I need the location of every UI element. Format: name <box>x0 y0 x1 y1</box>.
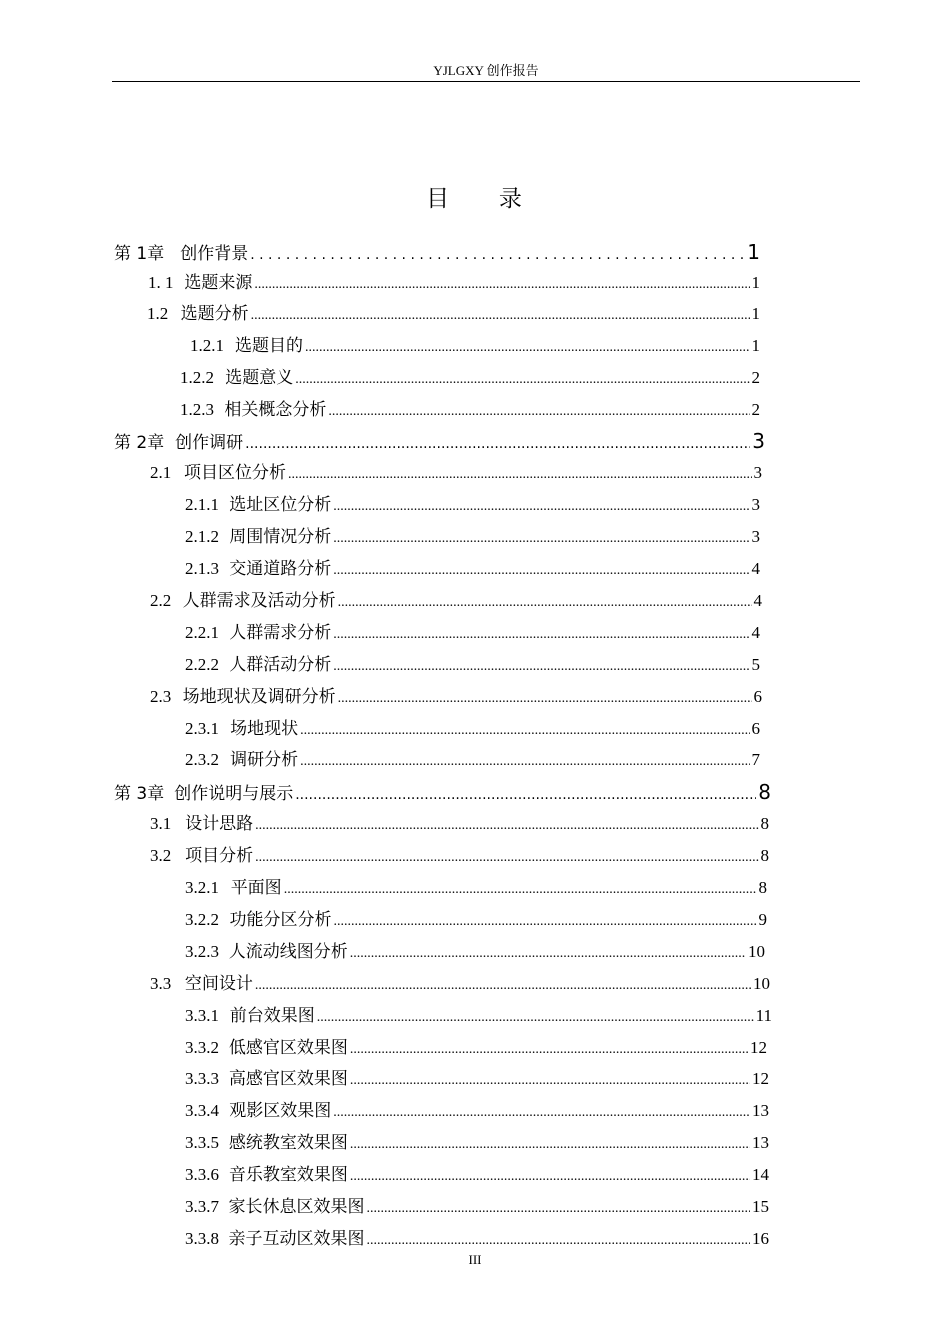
toc-entry-number: 3.3.2 <box>185 1038 219 1057</box>
page-number: III <box>468 1252 482 1267</box>
toc-dot-leader <box>305 337 750 359</box>
toc-entry-page: 9 <box>758 910 767 929</box>
toc-entry[interactable] <box>185 1100 769 1122</box>
toc-entry-page: 2 <box>751 400 760 419</box>
toc-entry-number: 2.1.2 <box>185 527 219 546</box>
toc-entry[interactable] <box>185 1132 769 1154</box>
toc-entry-number: 1.2.3 <box>180 400 214 419</box>
toc-entry-number: 3.3.5 <box>185 1133 219 1152</box>
toc-entry[interactable] <box>190 335 760 357</box>
toc-entry-label: 人群活动分析 <box>229 655 332 674</box>
toc-dot-leader <box>255 815 758 837</box>
toc-dot-leader <box>254 274 749 296</box>
toc-entry-label: 创作背景 <box>180 244 249 264</box>
toc-entry-number: 2.1.1 <box>185 495 219 514</box>
toc-entry-page: 7 <box>751 750 760 769</box>
toc-entry-label: 选题分析 <box>180 304 249 323</box>
toc-entry-page: 10 <box>748 942 765 961</box>
toc-entry[interactable] <box>185 526 760 548</box>
toc-entry-label: 选址区位分析 <box>229 495 332 514</box>
toc-entry-number: 2.3.2 <box>185 750 219 769</box>
toc-entry-number: 3.1 <box>150 814 172 833</box>
toc-entry-page: 1 <box>751 304 760 323</box>
toc-entry-page: 14 <box>752 1165 769 1184</box>
toc-entry-page: 6 <box>751 719 760 738</box>
toc-dot-leader <box>295 369 749 391</box>
toc-entry-label: 前台效果图 <box>229 1006 315 1025</box>
toc-entry-page: 3 <box>751 527 760 546</box>
toc-entry[interactable] <box>185 654 760 676</box>
toc-entry-label: 空间设计 <box>184 974 253 993</box>
toc-entry-label: 选题来源 <box>184 273 253 292</box>
toc-entry[interactable] <box>185 909 767 931</box>
toc-dot-leader <box>350 1134 750 1156</box>
toc-entry[interactable] <box>185 749 760 771</box>
toc-entry-label: 创作说明与展示 <box>174 784 294 804</box>
toc-dot-leader <box>333 656 749 678</box>
toc-entry-label: 调研分析 <box>230 750 299 769</box>
toc-entry-number: 3.2.1 <box>185 878 219 897</box>
toc-dot-leader <box>251 305 750 327</box>
toc-dot-leader <box>333 560 749 582</box>
toc-dot-leader <box>288 464 752 486</box>
toc-dot-leader <box>333 496 749 518</box>
toc-entry[interactable] <box>185 1196 769 1218</box>
toc-entry-number: 2.2.1 <box>185 623 219 642</box>
toc-entry-label: 相关概念分析 <box>224 400 327 419</box>
toc-entry-number: 2.3 <box>150 687 172 706</box>
toc-entry[interactable] <box>185 877 767 899</box>
toc-entry-label: 低感官区效果图 <box>228 1038 348 1057</box>
toc-entry-page: 4 <box>753 591 762 610</box>
toc-dot-leader <box>295 784 756 806</box>
toc-entry-label: 感统教室效果图 <box>228 1133 348 1152</box>
toc-dot-leader <box>333 624 749 646</box>
toc-entry-label: 人流动线图分析 <box>228 942 348 961</box>
toc-entry-page: 12 <box>752 1069 769 1088</box>
toc-entry[interactable] <box>150 686 762 708</box>
toc-entry-number: 2.1.3 <box>185 559 219 578</box>
toc-entry-label: 人群需求分析 <box>229 623 332 642</box>
toc-entry-label: 亲子互动区效果图 <box>228 1229 365 1248</box>
toc-dot-leader <box>350 943 746 965</box>
toc-entry[interactable] <box>185 941 765 963</box>
toc-entry-page: 8 <box>758 878 767 897</box>
toc-entry-label: 项目分析 <box>185 846 254 865</box>
toc-dot-leader <box>328 401 749 423</box>
toc-entry-page: 13 <box>752 1133 769 1152</box>
toc-entry-label: 观影区效果图 <box>229 1101 332 1120</box>
toc-dot-leader <box>284 879 757 901</box>
toc-entry-number: 第 1章 <box>114 244 165 264</box>
toc-dot-leader <box>255 847 758 869</box>
toc-entry[interactable] <box>150 845 769 867</box>
toc-entry-number: 3.2.3 <box>185 942 219 961</box>
toc-entry-page: 16 <box>752 1229 769 1248</box>
toc-entry[interactable] <box>150 973 770 995</box>
toc-entry-number: 2.1 <box>150 463 172 482</box>
toc-entry[interactable] <box>185 1164 769 1186</box>
toc-entry[interactable] <box>185 558 760 580</box>
toc-entry-page: 8 <box>758 780 771 804</box>
toc-entry-number: 3.3.6 <box>185 1165 219 1184</box>
toc-entry[interactable] <box>185 1068 769 1090</box>
toc-dot-leader <box>350 1070 750 1092</box>
toc-entry-page: 10 <box>753 974 770 993</box>
toc-entry-page: 1 <box>751 336 760 355</box>
toc-dot-leader <box>255 975 751 997</box>
toc-dot-leader <box>366 1230 750 1252</box>
toc-entry[interactable] <box>185 622 760 644</box>
toc-dot-leader <box>245 433 750 455</box>
toc-entry-number: 2.2 <box>150 591 172 610</box>
toc-dot-leader <box>300 720 749 742</box>
toc-entry-label: 音乐教室效果图 <box>228 1165 348 1184</box>
toc-entry-number: 3.2 <box>150 846 172 865</box>
toc-entry-label: 设计思路 <box>185 814 254 833</box>
toc-entry-number: 1.2.1 <box>190 336 224 355</box>
toc-dot-leader <box>250 244 745 266</box>
toc-entry[interactable] <box>148 272 760 294</box>
toc-entry-page: 3 <box>751 495 760 514</box>
toc-entry[interactable] <box>180 367 760 389</box>
toc-entry-page: 8 <box>760 846 769 865</box>
toc-title-char: 目 <box>426 186 452 211</box>
toc-entry-label: 选题意义 <box>225 368 294 387</box>
toc-entry[interactable] <box>114 781 771 803</box>
toc-entry-page: 3 <box>752 429 765 453</box>
toc-entry-label: 选题目的 <box>234 336 303 355</box>
toc-entry-label: 周围情况分析 <box>229 527 332 546</box>
toc-entry-label: 场地现状及调研分析 <box>182 687 336 706</box>
toc-entry-number: 第 2章 <box>114 433 165 453</box>
toc-entry-label: 平面图 <box>230 878 282 897</box>
toc-entry-label: 创作调研 <box>175 433 244 453</box>
toc-entry-label: 高感官区效果图 <box>228 1069 348 1088</box>
toc-dot-leader <box>333 911 756 933</box>
toc-entry-number: 3.3.7 <box>185 1197 219 1216</box>
toc-title-char: 录 <box>498 186 524 211</box>
toc-entry-page: 1 <box>747 240 760 264</box>
toc-entry-number: 1.2 <box>147 304 169 323</box>
toc-entry-page: 4 <box>751 559 760 578</box>
toc-dot-leader <box>350 1039 748 1061</box>
toc-entry-number: 1. 1 <box>148 273 174 292</box>
toc-dot-leader <box>300 751 749 773</box>
toc-dot-leader <box>338 688 752 710</box>
toc-entry-number: 1.2.2 <box>180 368 214 387</box>
toc-entry-page: 8 <box>760 814 769 833</box>
toc-entry[interactable] <box>150 813 769 835</box>
toc-entry-page: 13 <box>752 1101 769 1120</box>
toc-entry-number: 3.3.1 <box>185 1006 219 1025</box>
toc-entry[interactable] <box>150 590 762 612</box>
toc-entry-page: 2 <box>751 368 760 387</box>
toc-entry-page: 15 <box>752 1197 769 1216</box>
toc-entry-number: 3.3 <box>150 974 172 993</box>
toc-entry[interactable] <box>185 494 760 516</box>
toc-entry-page: 3 <box>753 463 762 482</box>
toc-entry-page: 6 <box>753 687 762 706</box>
toc-entry-number: 3.2.2 <box>185 910 219 929</box>
toc-entry-number: 第 3章 <box>114 784 165 804</box>
toc-entry[interactable] <box>147 303 760 325</box>
toc-entry-label: 交通道路分析 <box>229 559 332 578</box>
toc-entry-label: 场地现状 <box>230 719 299 738</box>
toc-entry[interactable] <box>185 1005 772 1027</box>
toc-entry[interactable] <box>185 718 760 740</box>
toc-entry-number: 2.2.2 <box>185 655 219 674</box>
toc-entry-label: 家长休息区效果图 <box>228 1197 365 1216</box>
toc-entry-number: 2.3.1 <box>185 719 219 738</box>
toc-entry-number: 3.3.3 <box>185 1069 219 1088</box>
toc-entry-label: 功能分区分析 <box>229 910 332 929</box>
toc-entry-page: 11 <box>755 1006 772 1025</box>
page-header: YJLGXY 创作报告 <box>112 63 860 82</box>
toc-dot-leader <box>333 1102 750 1124</box>
toc-entry-page: 5 <box>751 655 760 674</box>
toc-entry[interactable] <box>114 430 765 452</box>
toc-entry-label: 人群需求及活动分析 <box>182 591 336 610</box>
toc-dot-leader <box>338 592 752 614</box>
toc-entry[interactable] <box>180 399 760 421</box>
toc-entry-page: 1 <box>751 273 760 292</box>
toc-entry-number: 3.3.4 <box>185 1101 219 1120</box>
toc-entry-page: 4 <box>751 623 760 642</box>
toc-entry[interactable] <box>185 1037 767 1059</box>
toc-dot-leader <box>350 1166 750 1188</box>
toc-dot-leader <box>366 1198 750 1220</box>
toc-entry-number: 3.3.8 <box>185 1229 219 1248</box>
toc-entry-page: 12 <box>750 1038 767 1057</box>
toc-entry[interactable] <box>114 241 760 263</box>
toc-entry[interactable] <box>150 462 762 484</box>
toc-dot-leader <box>317 1007 754 1029</box>
toc-entry-label: 项目区位分析 <box>183 463 286 482</box>
toc-entry[interactable] <box>185 1228 769 1250</box>
toc-dot-leader <box>333 528 749 550</box>
